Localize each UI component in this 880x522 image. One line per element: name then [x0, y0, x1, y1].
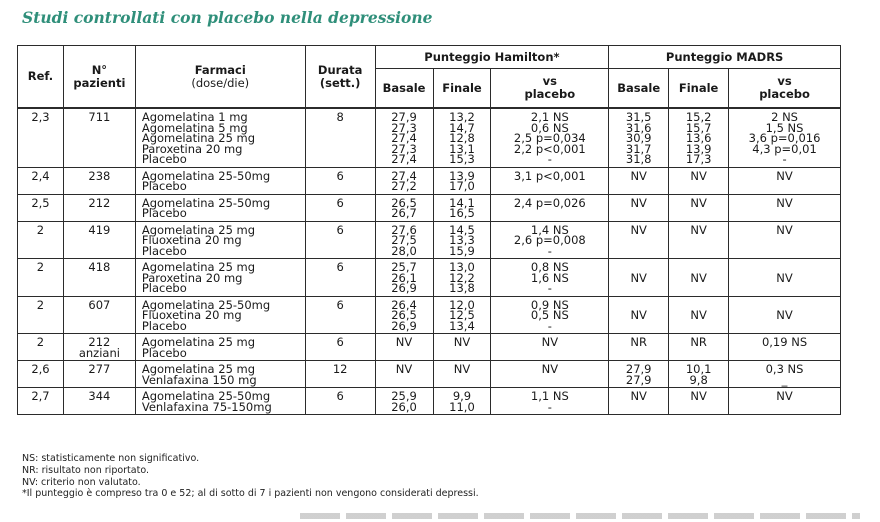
- cell-line: 27,5: [391, 233, 417, 247]
- cell-line: -: [782, 152, 787, 166]
- cell-line: Venlafaxina 150 mg: [141, 372, 257, 387]
- cell-farmaci: [135, 221, 305, 259]
- cell-line: NV: [776, 308, 793, 322]
- cell-line: 27,4: [391, 168, 417, 183]
- cell-line: Fluoxetina 20 mg: [141, 308, 242, 322]
- cell-hamilton-finale: [433, 361, 491, 388]
- cell-n-pazienti: [63, 259, 135, 297]
- cell-hamilton-vs-placebo: [491, 108, 609, 167]
- cell-line: NV: [541, 335, 559, 349]
- cell-line: 27,6: [391, 222, 417, 237]
- cell-line: 26,7: [391, 206, 417, 220]
- header-durata: Durata (sett.): [305, 46, 375, 109]
- cell-line: 212: [88, 335, 111, 349]
- cell-line: Paroxetina 20 mg: [141, 270, 243, 285]
- cell-line: 9,9: [452, 389, 472, 403]
- cell-line: 13,0: [449, 260, 475, 274]
- header-madrs: Punteggio MADRS: [609, 46, 841, 69]
- cell-line: NV: [453, 335, 471, 349]
- cell-durata: 8: [305, 108, 375, 167]
- cell-ref: 2: [18, 221, 64, 259]
- cell-line: 27,9: [391, 110, 417, 124]
- cell-line: Placebo: [141, 345, 187, 360]
- cell-hamilton-vs-placebo: [491, 334, 609, 361]
- cell-line: 27,2: [391, 179, 417, 193]
- cell-line: 17,0: [449, 179, 475, 193]
- cell-durata: 6: [305, 194, 375, 221]
- header-ref: Ref.: [18, 46, 64, 109]
- cell-line: 12,5: [449, 308, 475, 322]
- cell-madrs-vs-placebo: [729, 361, 841, 388]
- cell-line: NV: [453, 362, 471, 376]
- cell-line: Agomelatina 25 mg: [141, 335, 256, 349]
- cell-line: 13,9: [449, 168, 475, 183]
- cell-line: 26,4: [391, 297, 417, 312]
- cell-farmaci: [135, 108, 305, 167]
- cell-line: 10,1: [685, 362, 712, 376]
- cell-hamilton-basale: [375, 388, 433, 415]
- cell-madrs-finale: [669, 296, 729, 334]
- cell-line: Agomelatina 1 mg: [141, 110, 248, 124]
- cell-line: 14,7: [449, 120, 475, 135]
- cell-farmaci: [135, 334, 305, 361]
- cell-madrs-finale: [669, 108, 729, 167]
- cell-line: -: [547, 152, 552, 166]
- cell-hamilton-finale: [433, 108, 491, 167]
- cell-line: Agomelatina 25-50mg: [141, 195, 271, 210]
- cell-line: Placebo: [141, 243, 187, 258]
- cell-madrs-vs-placebo: [729, 334, 841, 361]
- cell-line: NV: [630, 168, 647, 183]
- table-row: [18, 221, 841, 259]
- cell-madrs-finale: [669, 361, 729, 388]
- cell-line: 25,7: [391, 260, 417, 274]
- cell-line: 13,2: [449, 110, 475, 124]
- cell-line: 0,6 NS: [530, 120, 569, 135]
- cell-n-pazienti: [63, 167, 135, 194]
- cell-madrs-finale: [669, 221, 729, 259]
- cell-line: 13,6: [685, 131, 712, 145]
- cell-ref: 2,4: [18, 167, 64, 194]
- cell-line: NV: [630, 389, 647, 403]
- cell-hamilton-basale: [375, 296, 433, 334]
- cell-farmaci: [135, 167, 305, 194]
- cell-line: 13,9: [685, 141, 712, 156]
- cell-line: 0,9 NS: [530, 297, 569, 312]
- cell-line: 26,0: [391, 399, 417, 414]
- footnote-nv: NV: criterio non valutato.: [22, 476, 141, 488]
- cell-line: 14,5: [449, 222, 475, 237]
- studies-table: [17, 45, 841, 415]
- cell-madrs-basale: [609, 296, 669, 334]
- cell-line: 419: [88, 222, 111, 237]
- cell-ref: 2: [18, 259, 64, 297]
- header-m-finale: Finale: [669, 69, 729, 109]
- cell-line: Agomelatina 25 mg: [141, 222, 256, 237]
- cell-line: -: [547, 318, 552, 333]
- cell-line: NV: [630, 308, 647, 322]
- table-row: [18, 259, 841, 297]
- cell-line: anziani: [78, 345, 120, 360]
- cell-n-pazienti: [63, 221, 135, 259]
- cell-madrs-finale: [669, 194, 729, 221]
- table-row: [18, 296, 841, 334]
- cell-line: 344: [88, 389, 111, 403]
- cell-line: 2,5 p=0,034: [513, 131, 586, 145]
- cell-line: 2,6 p=0,008: [513, 233, 586, 247]
- footnote-hamilton-scale: *Il punteggio è compreso tra 0 e 52; al di sotto di 7 i pazienti non vengono considerati depressi.: [22, 488, 479, 500]
- cell-madrs-basale: [609, 221, 669, 259]
- cell-line: 31,7: [625, 141, 652, 156]
- cell-line: NV: [776, 168, 793, 183]
- cell-line: 15,3: [449, 152, 475, 166]
- cell-line: NV: [690, 308, 707, 322]
- cell-line: -: [547, 281, 552, 295]
- cell-line: Agomelatina 25-50mg: [141, 297, 271, 312]
- footnote-nr: NR: risultato non riportato.: [22, 464, 149, 476]
- cell-line: Placebo: [141, 281, 187, 295]
- cell-madrs-vs-placebo: [729, 296, 841, 334]
- header-h-vs: vs placebo: [491, 69, 609, 109]
- table-row: [18, 388, 841, 415]
- cell-n-pazienti: [63, 388, 135, 415]
- cell-line: Placebo: [141, 318, 187, 333]
- cell-farmaci: [135, 259, 305, 297]
- cell-hamilton-finale: [433, 388, 491, 415]
- cell-madrs-vs-placebo: [729, 221, 841, 259]
- footnote-ns: NS: statisticamente non significativo.: [22, 453, 200, 464]
- cell-line: NV: [395, 335, 413, 349]
- cell-madrs-finale: [669, 388, 729, 415]
- cell-line: 2,1 NS: [530, 110, 569, 124]
- cell-line: NV: [690, 195, 707, 210]
- cell-durata: 12: [305, 361, 375, 388]
- cell-line: 27,4: [391, 152, 417, 166]
- cell-n-pazienti: [63, 194, 135, 221]
- cell-line: NV: [630, 270, 647, 285]
- cut-off-text-line: [300, 513, 860, 519]
- cell-line: NV: [776, 222, 793, 237]
- cell-line: 27,3: [391, 141, 417, 156]
- header-h-basale: Basale: [375, 69, 433, 109]
- cell-line: 1,1 NS: [530, 389, 569, 403]
- cell-ref: 2,7: [18, 388, 64, 415]
- header-farmaci: Farmaci (dose/die): [135, 46, 305, 109]
- cell-line: 15,9: [449, 243, 475, 258]
- header-n-pazienti: N° pazienti: [63, 46, 135, 109]
- cell-durata: 6: [305, 167, 375, 194]
- cell-line: 17,3: [685, 152, 712, 166]
- cell-madrs-basale: [609, 259, 669, 297]
- table-row: [18, 194, 841, 221]
- cell-line: Placebo: [141, 152, 187, 166]
- cell-line: Agomelatina 5 mg: [141, 120, 248, 135]
- cell-madrs-vs-placebo: [729, 194, 841, 221]
- cell-line: NR: [690, 335, 707, 349]
- cell-madrs-vs-placebo: [729, 388, 841, 415]
- cell-line: Fluoxetina 20 mg: [141, 233, 242, 247]
- cell-line: 14,1: [449, 195, 475, 210]
- cell-line: 15,7: [685, 120, 712, 135]
- cell-madrs-basale: [609, 167, 669, 194]
- cell-line: 0,19 NS: [761, 335, 808, 349]
- cell-line: _: [781, 372, 788, 387]
- footnotes: [22, 453, 479, 500]
- cell-farmaci: [135, 361, 305, 388]
- cell-line: 31,5: [625, 110, 652, 124]
- cell-hamilton-finale: [433, 221, 491, 259]
- cell-hamilton-finale: [433, 259, 491, 297]
- header-h-finale: Finale: [433, 69, 491, 109]
- cell-madrs-finale: [669, 334, 729, 361]
- cell-hamilton-basale: [375, 167, 433, 194]
- cell-hamilton-basale: [375, 361, 433, 388]
- cell-line: 2 NS: [771, 110, 798, 124]
- cell-farmaci: [135, 194, 305, 221]
- cell-line: 12,0: [449, 297, 475, 312]
- cell-line: NV: [776, 195, 793, 210]
- cell-line: 0,3 NS: [765, 362, 804, 376]
- cell-line: 25,9: [391, 389, 417, 403]
- cell-ref: 2,3: [18, 108, 64, 167]
- cell-hamilton-finale: [433, 194, 491, 221]
- cell-farmaci: [135, 296, 305, 334]
- cell-hamilton-vs-placebo: [491, 259, 609, 297]
- cell-line: 212: [88, 195, 111, 210]
- cell-line: 26,5: [391, 308, 417, 322]
- cell-line: 27,3: [391, 120, 417, 135]
- cell-line: 26,9: [391, 318, 417, 333]
- cell-line: 0,8 NS: [530, 260, 569, 274]
- cell-line: 2,4 p=0,026: [513, 195, 586, 210]
- cell-line: 1,5 NS: [765, 120, 804, 135]
- cell-durata: 6: [305, 334, 375, 361]
- cell-n-pazienti: [63, 296, 135, 334]
- cell-madrs-vs-placebo: [729, 167, 841, 194]
- cell-ref: 2: [18, 296, 64, 334]
- cell-ref: 2,6: [18, 361, 64, 388]
- cell-line: 607: [88, 297, 111, 312]
- cell-line: NV: [630, 195, 647, 210]
- cell-line: 31,8: [625, 152, 652, 166]
- cell-line: Agomelatina 25 mg: [141, 260, 256, 274]
- cell-line: 31,6: [625, 120, 652, 135]
- cell-line: NR: [630, 335, 647, 349]
- cell-line: Paroxetina 20 mg: [141, 141, 243, 156]
- cell-hamilton-vs-placebo: [491, 296, 609, 334]
- cell-hamilton-basale: [375, 334, 433, 361]
- cell-durata: 6: [305, 259, 375, 297]
- cell-madrs-finale: [669, 259, 729, 297]
- cell-line: 13,3: [449, 233, 475, 247]
- cell-line: 13,1: [449, 141, 475, 156]
- cell-hamilton-finale: [433, 334, 491, 361]
- cell-hamilton-finale: [433, 296, 491, 334]
- cell-hamilton-basale: [375, 108, 433, 167]
- cell-line: 12,2: [449, 270, 475, 285]
- cell-line: 27,4: [391, 131, 417, 145]
- cell-line: 15,2: [685, 110, 712, 124]
- cell-line: 26,5: [391, 195, 417, 210]
- table-row: [18, 167, 841, 194]
- cell-line: 2,2 p<0,001: [513, 141, 586, 156]
- cell-hamilton-vs-placebo: [491, 167, 609, 194]
- cell-line: -: [547, 243, 552, 258]
- cell-madrs-basale: [609, 194, 669, 221]
- table-row: [18, 361, 841, 388]
- cell-line: 26,1: [391, 270, 417, 285]
- cell-line: 3,6 p=0,016: [748, 131, 821, 145]
- header-m-basale: Basale: [609, 69, 669, 109]
- cell-n-pazienti: [63, 361, 135, 388]
- cell-line: 27,9: [625, 372, 652, 387]
- cell-line: 30,9: [625, 131, 652, 145]
- cell-line: NV: [690, 168, 707, 183]
- table-row: [18, 108, 841, 167]
- cell-farmaci: [135, 388, 305, 415]
- header-hamilton: Punteggio Hamilton*: [375, 46, 609, 69]
- cell-line: Agomelatina 25 mg: [141, 362, 256, 376]
- cell-line: Placebo: [141, 206, 187, 220]
- cell-madrs-finale: [669, 167, 729, 194]
- cell-line: NV: [776, 270, 793, 285]
- cell-line: NV: [690, 389, 707, 403]
- cell-line: 711: [88, 110, 111, 124]
- cell-ref: 2: [18, 334, 64, 361]
- cell-madrs-basale: [609, 108, 669, 167]
- cell-line: Agomelatina 25 mg: [141, 131, 256, 145]
- cell-hamilton-basale: [375, 194, 433, 221]
- cell-line: NV: [776, 389, 793, 403]
- cell-line: NV: [395, 362, 413, 376]
- cell-n-pazienti: [63, 108, 135, 167]
- cell-line: 11,0: [449, 399, 475, 414]
- cell-line: 28,0: [391, 243, 417, 258]
- cell-line: 1,4 NS: [530, 222, 569, 237]
- header-m-vs: vs placebo: [729, 69, 841, 109]
- cell-line: 26,9: [391, 281, 417, 295]
- cell-hamilton-vs-placebo: [491, 361, 609, 388]
- cell-madrs-basale: [609, 334, 669, 361]
- cell-line: 9,8: [689, 372, 708, 387]
- cell-line: -: [547, 399, 552, 414]
- cell-madrs-vs-placebo: [729, 108, 841, 167]
- cell-line: 16,5: [449, 206, 475, 220]
- cell-madrs-basale: [609, 361, 669, 388]
- cell-line: Agomelatina 25-50mg: [141, 389, 271, 403]
- cell-hamilton-vs-placebo: [491, 221, 609, 259]
- table-row: [18, 334, 841, 361]
- cell-line: 1,6 NS: [530, 270, 569, 285]
- cell-line: 13,8: [449, 281, 475, 295]
- cell-line: 277: [88, 362, 111, 376]
- cell-madrs-vs-placebo: [729, 259, 841, 297]
- cell-line: 0,5 NS: [530, 308, 569, 322]
- table-title: Studi controllati con placebo nella depressione: [22, 8, 433, 27]
- cell-line: 12,8: [449, 131, 475, 145]
- cell-line: NV: [541, 362, 559, 376]
- cell-line: NV: [690, 270, 707, 285]
- cell-durata: 6: [305, 388, 375, 415]
- cell-line: 238: [88, 168, 111, 183]
- cell-line: NV: [690, 222, 707, 237]
- cell-madrs-basale: [609, 388, 669, 415]
- cell-line: 27,9: [625, 362, 652, 376]
- cell-line: Agomelatina 25-50mg: [141, 168, 271, 183]
- cell-line: 4,3 p=0,01: [752, 141, 817, 156]
- cell-durata: 6: [305, 221, 375, 259]
- table-body: [18, 108, 841, 415]
- cell-durata: 6: [305, 296, 375, 334]
- cell-line: Venlafaxina 75-150mg: [141, 399, 272, 414]
- cell-hamilton-finale: [433, 167, 491, 194]
- cell-hamilton-vs-placebo: [491, 388, 609, 415]
- cell-line: 418: [88, 260, 111, 274]
- cell-hamilton-vs-placebo: [491, 194, 609, 221]
- cell-line: 3,1 p<0,001: [513, 168, 586, 183]
- cell-line: NV: [630, 222, 647, 237]
- cell-hamilton-basale: [375, 259, 433, 297]
- cell-ref: 2,5: [18, 194, 64, 221]
- cell-n-pazienti: [63, 334, 135, 361]
- cell-hamilton-basale: [375, 221, 433, 259]
- cell-line: Placebo: [141, 179, 187, 193]
- cell-line: 13,4: [449, 318, 475, 333]
